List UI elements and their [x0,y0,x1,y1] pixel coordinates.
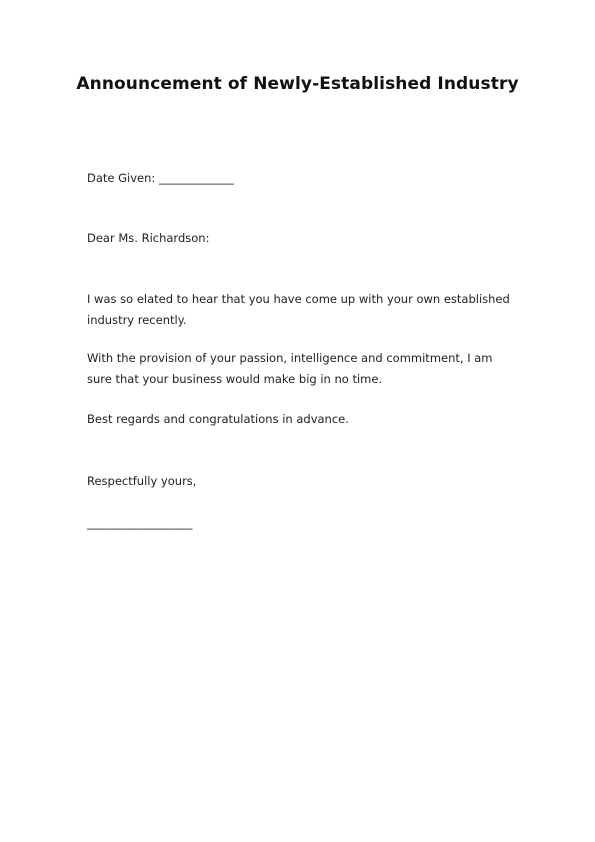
salutation: Dear Ms. Richardson: [87,231,210,245]
body-paragraph: Best regards and congratulations in advance. [87,412,349,426]
document-title: Announcement of Newly-Established Industry [76,74,519,94]
body-paragraph: I was so elated to hear that you have come up with your own established industry recently. [87,292,510,327]
closing: Respectfully yours, [87,474,197,488]
signature-line: ____________________ [87,516,192,530]
body-paragraph: With the provision of your passion, intelligence and commitment, I am sure that your business would make big in no time. [87,351,493,386]
date-line: Date Given: _____________ [87,171,234,185]
